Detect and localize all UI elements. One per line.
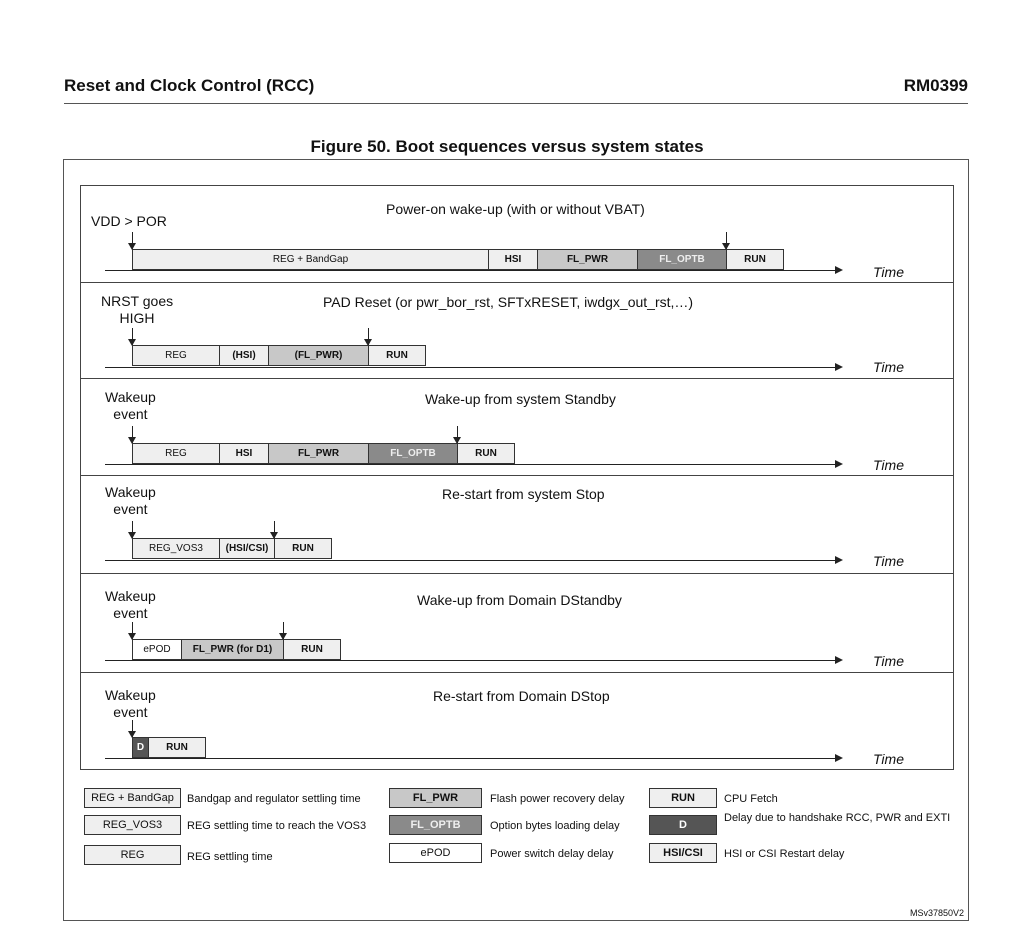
run-marker <box>368 328 369 345</box>
legend-key-hsi-csi: HSI/CSI <box>649 843 717 863</box>
header-divider <box>64 103 968 104</box>
trigger-marker <box>132 426 133 443</box>
panel-title: PAD Reset (or pwr_bor_rst, SFTxRESET, iwdgx_out_rst,…) <box>323 294 694 310</box>
panel-title: Power-on wake-up (with or without VBAT) <box>386 201 645 217</box>
trigger-label: Wakeup event <box>105 588 156 621</box>
panel-pad-reset <box>81 283 953 379</box>
panel-stop-restart <box>81 476 953 574</box>
trigger-label: Wakeup event <box>105 484 156 517</box>
segment-fl-optb: FL_OPTB <box>368 443 458 464</box>
panel-power-on <box>81 186 953 283</box>
legend-text-reg-bandgap: Bandgap and regulator settling time <box>187 793 361 805</box>
segment-hsi: HSI <box>488 249 538 270</box>
trigger-label: Wakeup event <box>105 389 156 422</box>
segment-hsi-optional: (HSI) <box>219 345 269 366</box>
segment-run: RUN <box>726 249 784 270</box>
time-arrowhead <box>835 363 843 371</box>
segment-fl-optb: FL_OPTB <box>637 249 727 270</box>
run-marker <box>457 426 458 443</box>
panel-title: Re-start from system Stop <box>442 486 605 502</box>
legend-text-hsi-csi: HSI or CSI Restart delay <box>724 848 845 860</box>
boot-sequence-diagram <box>80 185 954 770</box>
time-axis <box>105 758 835 759</box>
legend-key-run: RUN <box>649 788 717 808</box>
run-marker <box>283 622 284 639</box>
figure-title: Figure 50. Boot sequences versus system states <box>310 137 704 156</box>
segment-run: RUN <box>148 737 206 758</box>
segment-run: RUN <box>457 443 515 464</box>
legend-text-d: Delay due to handshake RCC, PWR and EXTI <box>724 812 951 824</box>
legend-key-epod: ePOD <box>389 843 482 863</box>
trigger-marker <box>132 622 133 639</box>
legend-key-reg: REG <box>84 845 181 865</box>
segment-fl-pwr-optional: (FL_PWR) <box>268 345 369 366</box>
trigger-marker <box>132 328 133 345</box>
segment-hsi-csi: (HSI/CSI) <box>219 538 275 559</box>
time-label: Time <box>873 457 904 473</box>
panel-title: Wake-up from Domain DStandby <box>417 592 622 608</box>
figure-code: MSv37850V2 <box>909 908 964 918</box>
segment-run: RUN <box>283 639 341 660</box>
legend-text-run: CPU Fetch <box>724 793 778 805</box>
time-axis <box>105 660 835 661</box>
segment-fl-pwr: FL_PWR <box>537 249 638 270</box>
panel-title: Re-start from Domain DStop <box>433 688 610 704</box>
segment-epod: ePOD <box>132 639 182 660</box>
panel-dstop-restart <box>81 673 953 769</box>
trigger-marker <box>132 720 133 737</box>
legend-key-reg-bandgap: REG + BandGap <box>84 788 181 808</box>
legend-key-d: D <box>649 815 717 835</box>
time-axis <box>105 560 835 561</box>
trigger-marker <box>132 232 133 249</box>
panel-standby-wakeup <box>81 379 953 476</box>
run-marker <box>726 232 727 249</box>
time-label: Time <box>873 264 904 280</box>
legend-key-reg-vos3: REG_VOS3 <box>84 815 181 835</box>
time-arrowhead <box>835 556 843 564</box>
trigger-label: VDD > POR <box>91 213 167 229</box>
panel-dstandby-wakeup <box>81 574 953 673</box>
time-label: Time <box>873 359 904 375</box>
time-label: Time <box>873 553 904 569</box>
legend-key-fl-pwr: FL_PWR <box>389 788 482 808</box>
segment-reg: REG <box>132 443 220 464</box>
time-label: Time <box>873 653 904 669</box>
run-marker <box>274 521 275 538</box>
section-header: Reset and Clock Control (RCC) <box>64 76 315 95</box>
trigger-label: Wakeup event <box>105 687 156 720</box>
time-label: Time <box>873 751 904 767</box>
segment-reg: REG <box>132 345 220 366</box>
legend-text-fl-pwr: Flash power recovery delay <box>490 793 625 805</box>
segment-reg-vos3: REG_VOS3 <box>132 538 220 559</box>
time-axis <box>105 367 835 368</box>
legend-text-reg-vos3: REG settling time to reach the VOS3 <box>187 820 367 832</box>
legend-text-epod: Power switch delay delay <box>490 848 614 860</box>
time-arrowhead <box>835 656 843 664</box>
legend-text-fl-optb: Option bytes loading delay <box>490 820 620 832</box>
panel-title: Wake-up from system Standby <box>425 391 616 407</box>
trigger-marker <box>132 521 133 538</box>
legend-text-reg: REG settling time <box>187 851 273 863</box>
time-arrowhead <box>835 460 843 468</box>
segment-fl-pwr-d1: FL_PWR (for D1) <box>181 639 284 660</box>
segment-run: RUN <box>274 538 332 559</box>
time-arrowhead <box>835 754 843 762</box>
legend-key-fl-optb: FL_OPTB <box>389 815 482 835</box>
document-id: RM0399 <box>903 76 968 95</box>
segment-hsi: HSI <box>219 443 269 464</box>
time-axis <box>105 464 835 465</box>
time-arrowhead <box>835 266 843 274</box>
segment-run: RUN <box>368 345 426 366</box>
time-axis <box>105 270 835 271</box>
segment-d: D <box>132 737 149 758</box>
segment-reg-bandgap: REG + BandGap <box>132 249 489 270</box>
segment-fl-pwr: FL_PWR <box>268 443 369 464</box>
trigger-label: NRST goes HIGH <box>101 293 174 326</box>
